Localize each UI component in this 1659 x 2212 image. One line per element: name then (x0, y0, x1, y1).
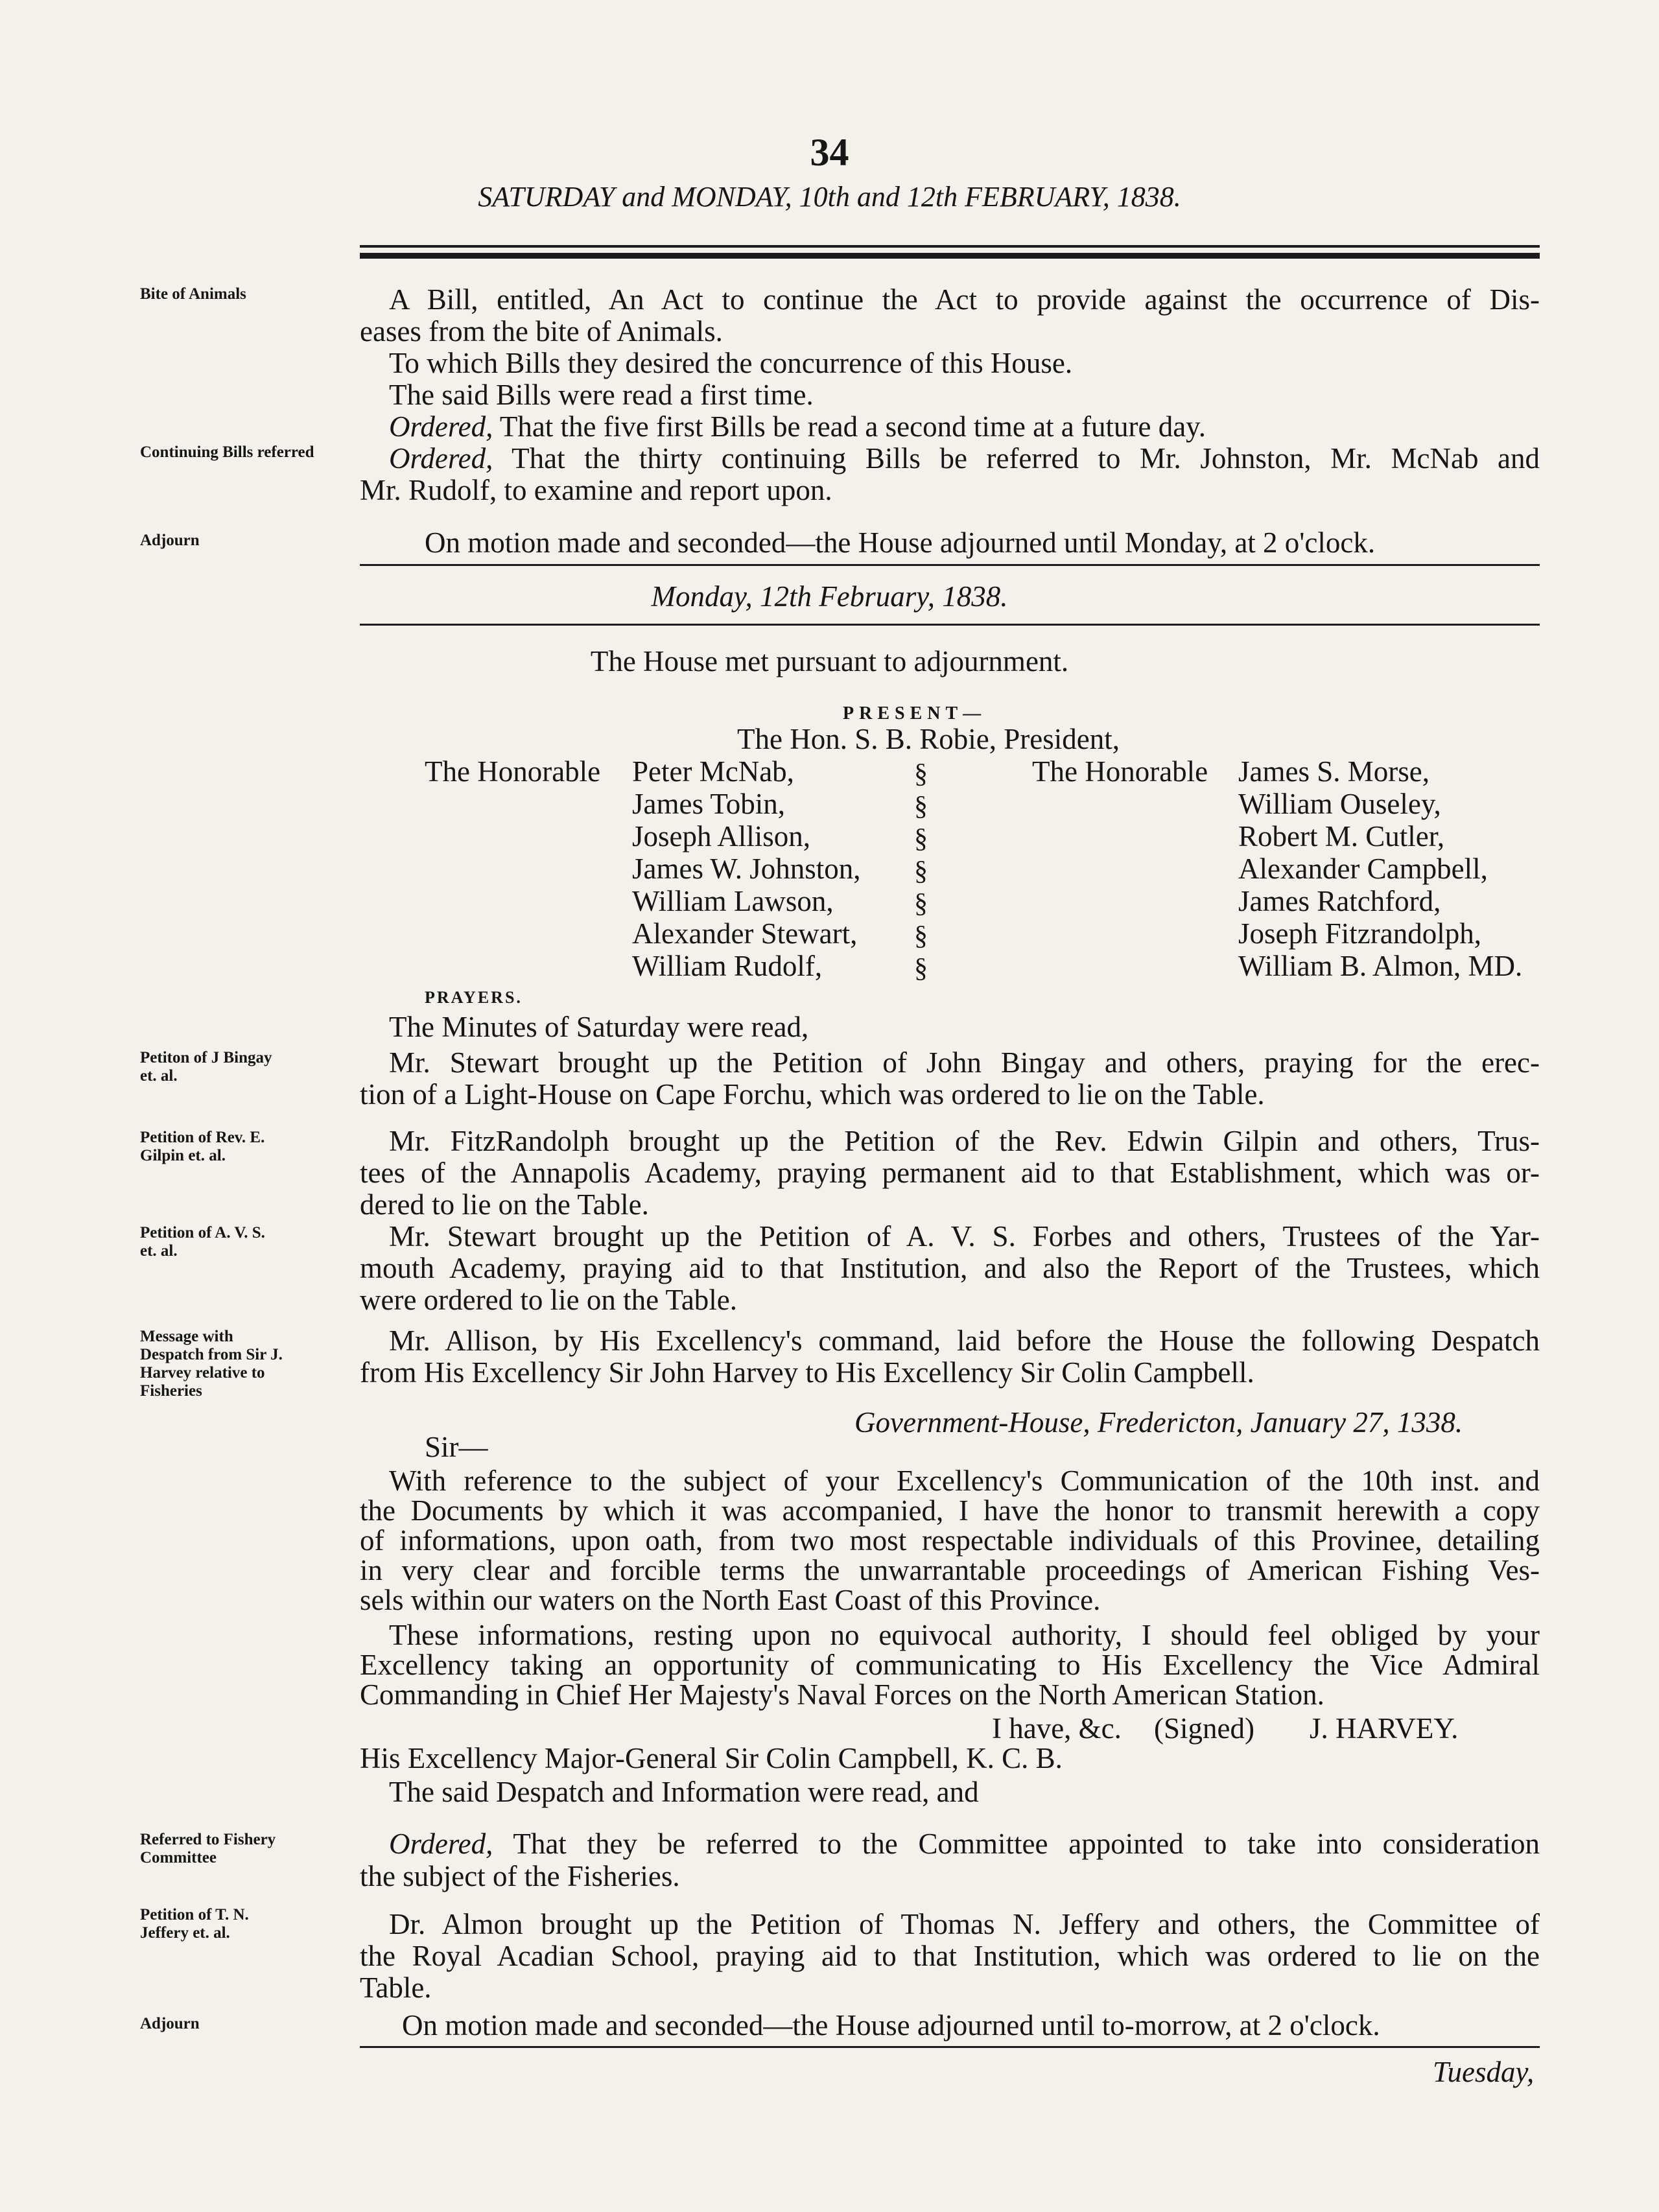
ordered-text: That they be referred to the Committee appointed to take into consideration (513, 1828, 1540, 1860)
letter-line: the Documents by which it was accompanied, I have the honor to transmit herewith a copy (360, 1494, 1540, 1527)
member-name: James S. Morse, (1238, 755, 1430, 788)
petition-line: Mr. Stewart brought up the Petition of A. V. S. Forbes and others, Trustees of the Yar- (389, 1220, 1540, 1253)
petition-line: Mr. Stewart brought up the Petition of John Bingay and others, praying for the erec- (389, 1046, 1540, 1079)
bill-line: A Bill, entitled, An Act to continue the Act to provide against the occurrence of Dis- (389, 283, 1540, 316)
letter-line: of informations, upon oath, from two most respectable individuals of this Provinee, detailing (360, 1524, 1540, 1557)
margin-note-petition-avs: Petition of A. V. S. et. al. (140, 1224, 265, 1260)
bill-line: eases from the bite of Animals. (360, 315, 723, 347)
member-name: Peter McNab, (632, 755, 794, 788)
letter-line: Excellency taking an opportunity of communicating to His Excellency the Vice Admiral (360, 1649, 1540, 1681)
margin-note-message-harvey: Message with Despatch from Sir J. Harvey relative to Fisheries (140, 1328, 283, 1400)
section-rule (360, 624, 1540, 626)
first-reading-line: The said Bills were read a first time. (389, 379, 814, 411)
petition-line: tees of the Annapolis Academy, praying permanent aid to that Establishment, which was or- (360, 1157, 1540, 1189)
letter-signature: J. HARVEY. (1310, 1712, 1459, 1745)
section-mark: § (914, 889, 928, 919)
section-mark: § (914, 792, 928, 821)
member-name: Robert M. Cutler, (1238, 820, 1445, 853)
ordered-entry (389, 443, 1540, 474)
petition-line: Mr. FitzRandolph brought up the Petition of the Rev. Edwin Gilpin and others, Trus- (389, 1125, 1540, 1157)
honorable-prefix-left: The Honorable (425, 755, 601, 788)
petition-line: mouth Academy, praying aid to that Institution, and also the Report of the Trustees, which (360, 1252, 1540, 1284)
petition-line: dered to lie on the Table. (360, 1188, 649, 1221)
ordered-text-continued: Mr. Rudolf, to examine and report upon. (360, 474, 832, 506)
president-line: The Hon. S. B. Robie, President, (737, 723, 1120, 755)
member-name: Alexander Stewart, (632, 917, 858, 950)
margin-note-adjourn: Adjourn (140, 532, 200, 549)
catchword: Tuesday, (1433, 2056, 1535, 2088)
letter-addressee: His Excellency Major-General Sir Colin Campbell, K. C. B. (360, 1742, 1063, 1774)
margin-note-bite-of-animals: Bite of Animals (140, 285, 246, 303)
ordered-text-continued: the subject of the Fisheries. (360, 1860, 680, 1892)
member-name: William B. Almon, MD. (1238, 950, 1523, 982)
minutes-line: The Minutes of Saturday were read, (389, 1011, 809, 1043)
member-name: James Ratchford, (1238, 885, 1441, 917)
member-name: James Tobin, (632, 788, 786, 820)
letter-salutation: Sir— (425, 1431, 488, 1463)
margin-note-continuing-bills: Continuing Bills referred (140, 443, 314, 461)
concurrence-line: To which Bills they desired the concurrence of this House. (389, 347, 1073, 379)
despatch-read-line: The said Despatch and Information were read, and (389, 1776, 979, 1808)
adjourn-line: On motion made and seconded—the House adjourned until Monday, at 2 o'clock. (425, 526, 1376, 559)
letter-line: With reference to the subject of your Excellency's Communication of the 10th inst. and (389, 1465, 1540, 1497)
running-title: SATURDAY and MONDAY, 10th and 12th FEBRUARY, 1838. (478, 181, 1181, 213)
letter-line: These informations, resting upon no equivocal authority, I should feel obliged by your (389, 1619, 1540, 1651)
header-rule-bottom (360, 253, 1540, 259)
prayers-heading: PRAYERS. (425, 988, 523, 1007)
section-rule (360, 2046, 1540, 2048)
adjourn-line: On motion made and seconded—the House adjourned until to-morrow, at 2 o'clock. (402, 2009, 1380, 2041)
section-mark: § (914, 921, 928, 951)
letter-dateline: Government-House, Fredericton, January 27, 1338. (854, 1406, 1463, 1439)
ordered-label: Ordered, (389, 442, 493, 475)
page-number: 34 (810, 131, 849, 174)
monday-date-heading: Monday, 12th February, 1838. (651, 580, 1008, 613)
section-mark: § (914, 824, 928, 854)
member-name: Joseph Allison, (632, 820, 811, 853)
petition-line: were ordered to lie on the Table. (360, 1284, 738, 1316)
ordered-text: That the thirty continuing Bills be referred to Mr. Johnston, Mr. McNab and (512, 442, 1540, 475)
despatch-intro-line: from His Excellency Sir John Harvey to His Excellency Sir Colin Campbell. (360, 1356, 1254, 1389)
house-met-line: The House met pursuant to adjournment. (590, 645, 1069, 677)
section-mark: § (914, 759, 928, 789)
despatch-intro-line: Mr. Allison, by His Excellency's command, laid before the House the following Despatch (389, 1324, 1540, 1357)
letter-closing: I have, &c. (992, 1712, 1122, 1745)
ordered-entry (389, 411, 1206, 442)
section-rule (360, 564, 1540, 566)
member-name: James W. Johnston, (632, 853, 861, 885)
petition-line: Dr. Almon brought up the Petition of Thomas N. Jeffery and others, the Committee of (389, 1908, 1540, 1940)
letter-line: sels within our waters on the North East Coast of this Province. (360, 1584, 1101, 1616)
ordered-entry (389, 1828, 1540, 1859)
ordered-text: That the five first Bills be read a second time at a future day. (499, 410, 1206, 443)
margin-note-petition-jeffery: Petition of T. N. Jeffery et. al. (140, 1906, 249, 1942)
petition-line: Table. (360, 1971, 432, 2004)
letter-signed: (Signed) (1154, 1712, 1254, 1745)
letter-line: in very clear and forcible terms the unwarrantable proceedings of American Fishing Ves- (360, 1554, 1540, 1586)
margin-note-petition-bingay: Petiton of J Bingay et. al. (140, 1049, 272, 1085)
section-mark: § (914, 954, 928, 983)
member-name: William Ouseley, (1238, 788, 1441, 820)
letter-line: Commanding in Chief Her Majesty's Naval Forces on the North American Station. (360, 1678, 1324, 1711)
ordered-label: Ordered, (389, 1828, 493, 1860)
member-name: Joseph Fitzrandolph, (1238, 917, 1481, 950)
section-mark: § (914, 856, 928, 886)
member-name: William Lawson, (632, 885, 834, 917)
margin-note-adjourn: Adjourn (140, 2015, 200, 2032)
margin-note-fishery-committee: Referred to Fishery Committee (140, 1831, 276, 1866)
petition-line: tion of a Light-House on Cape Forchu, which was ordered to lie on the Table. (360, 1078, 1265, 1111)
ordered-label: Ordered, (389, 410, 493, 443)
petition-line: the Royal Acadian School, praying aid to that Institution, which was ordered to lie on the (360, 1940, 1540, 1972)
margin-note-petition-gilpin: Petition of Rev. E. Gilpin et. al. (140, 1129, 265, 1164)
present-label: PRESENT— (843, 703, 987, 724)
member-name: William Rudolf, (632, 950, 823, 982)
honorable-prefix-right: The Honorable (1032, 755, 1208, 788)
header-rule-top (360, 245, 1540, 248)
member-name: Alexander Campbell, (1238, 853, 1488, 885)
